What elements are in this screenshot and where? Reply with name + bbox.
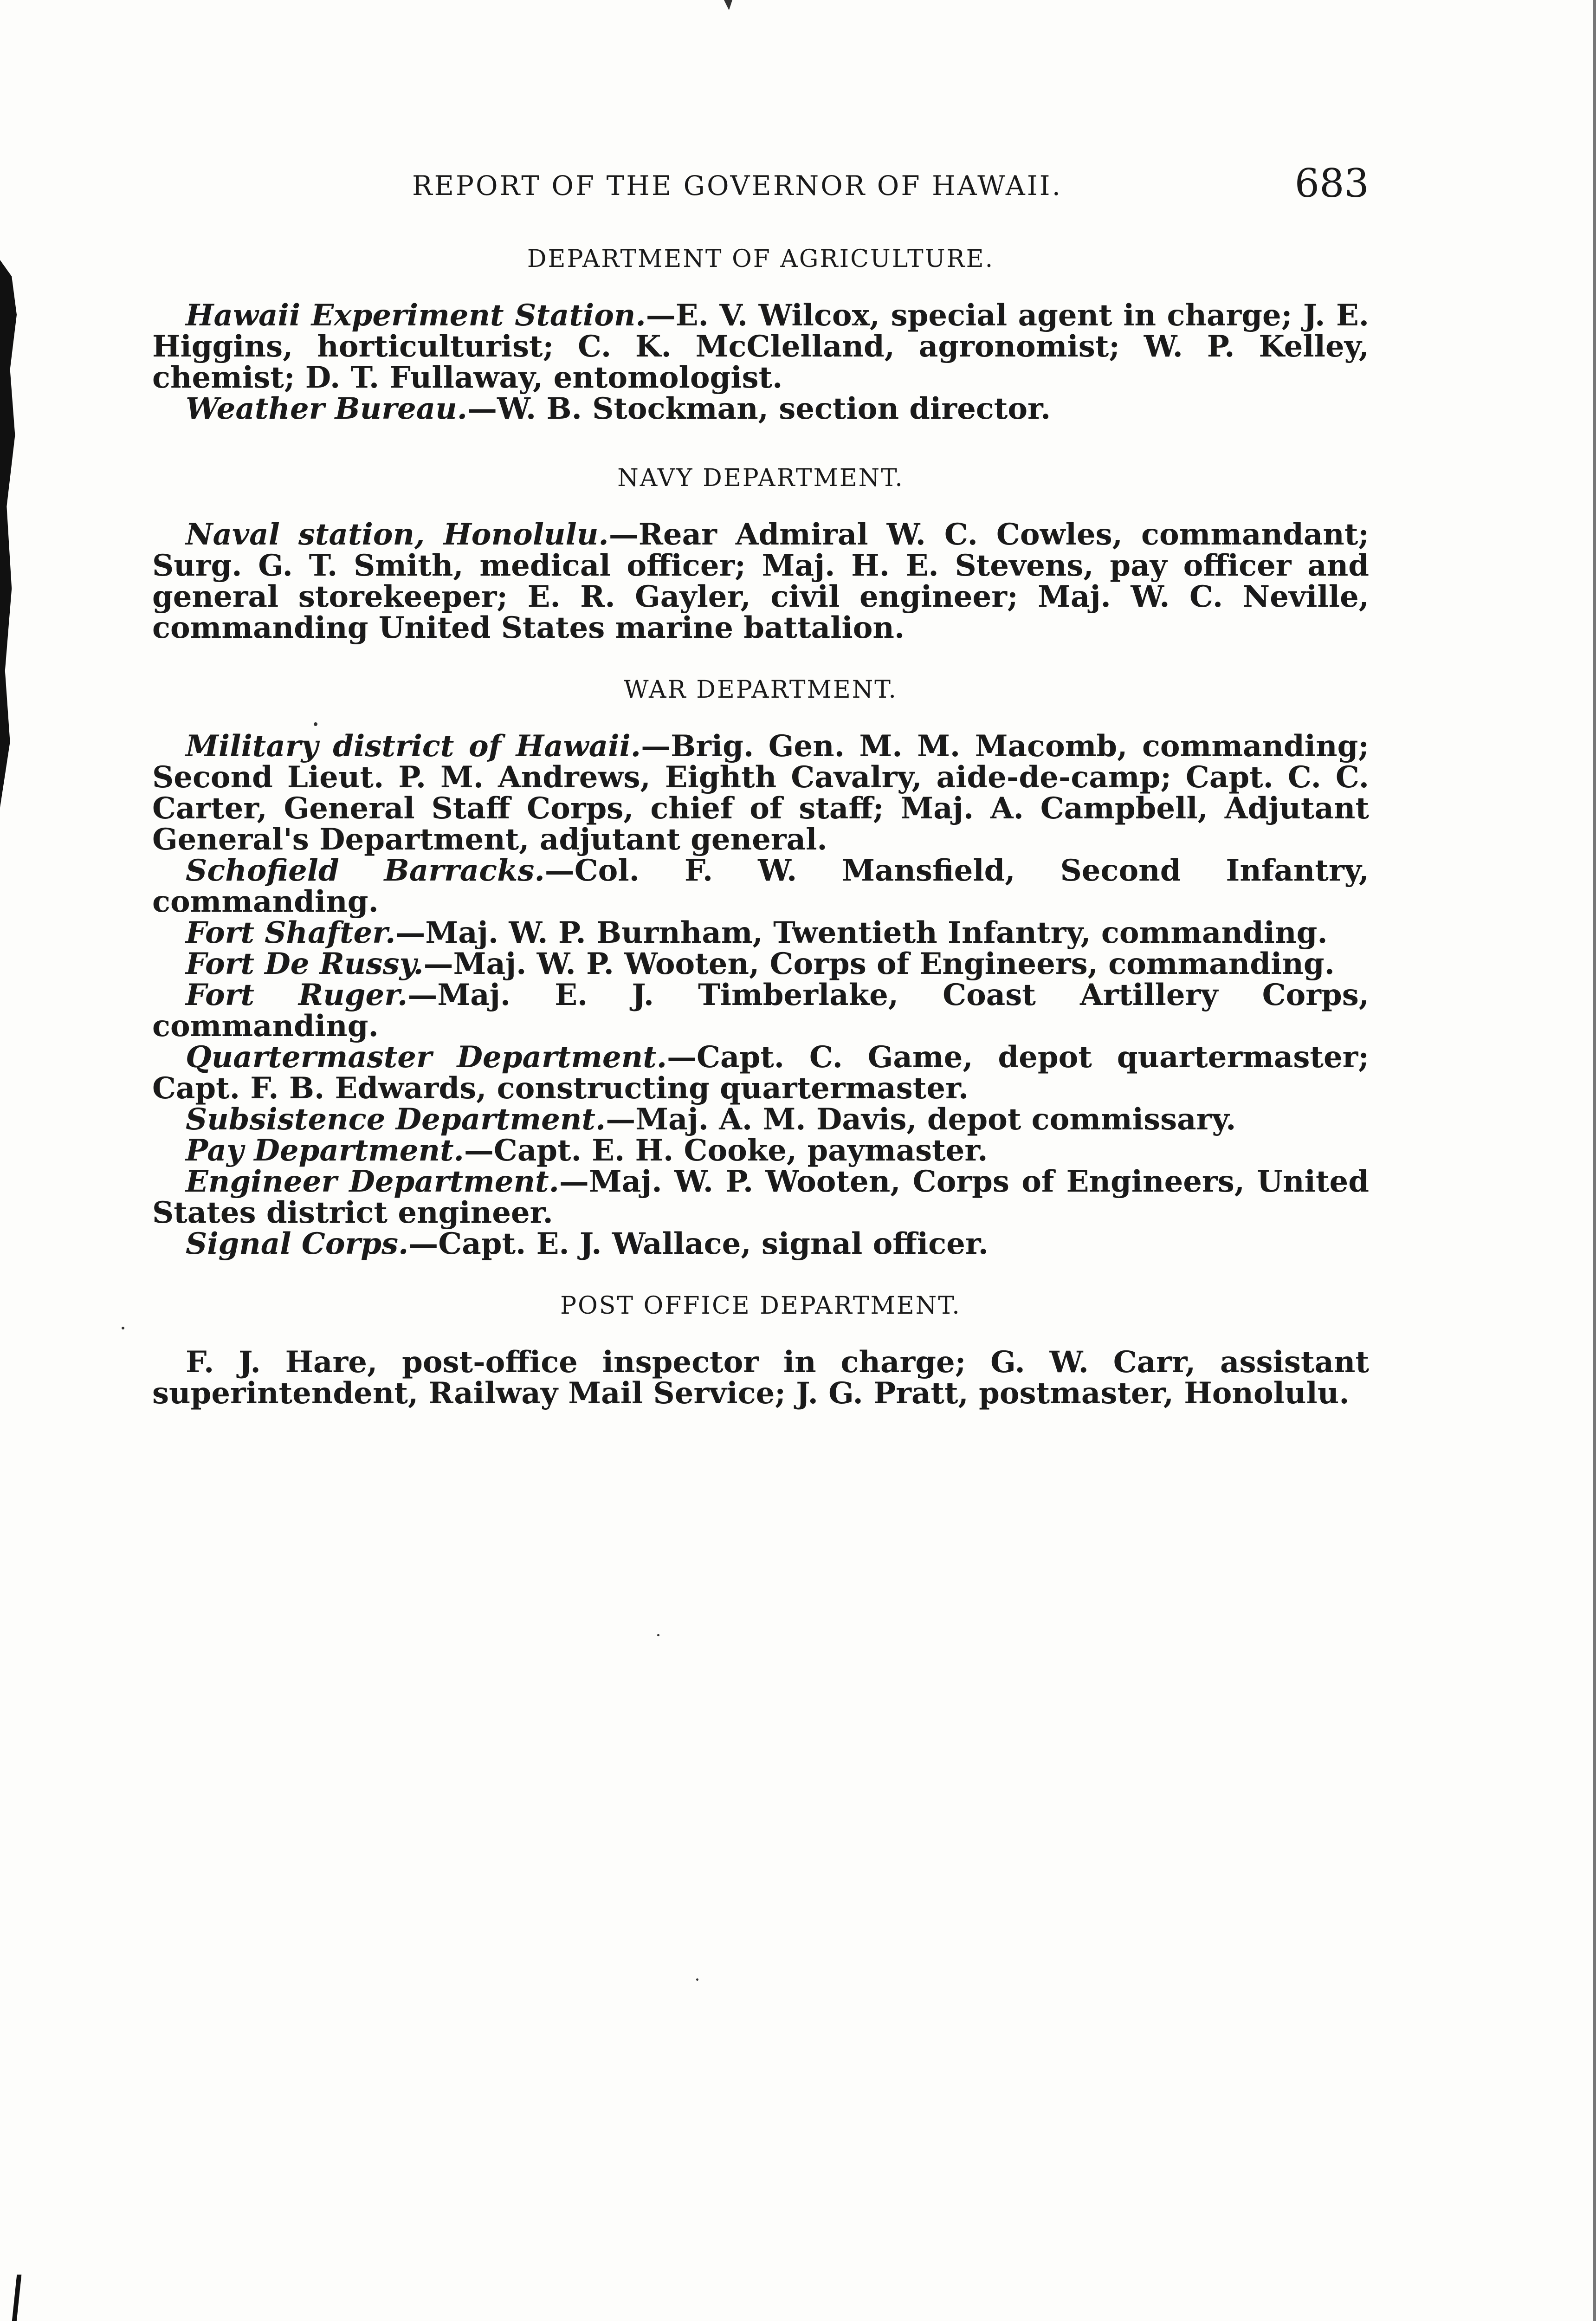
scan-speck	[696, 1978, 698, 1981]
entry-label: Hawaii Experiment Station.	[186, 298, 646, 333]
scan-edge-mark-top	[724, 0, 732, 10]
entry-fort-shafter	[152, 917, 1369, 948]
entry-label: Military district of Hawaii.	[186, 729, 641, 764]
entry-weather-bureau	[152, 393, 1369, 424]
section-heading-agriculture: DEPARTMENT OF AGRICULTURE.	[527, 245, 995, 273]
scan-edge-right	[1593, 0, 1596, 2321]
section-entries-agriculture	[152, 300, 1369, 424]
entry-label: Schofield Barracks.	[186, 853, 545, 888]
entry-text: —E. V. Wilcox, special agent in charge; J. E. Higgins, horticulturist; C. K. McClelland, agronomist; W. P. Kelley, chemist; D. T. Fullaway, entomologist.	[152, 298, 1370, 395]
entry-text: —Capt. C. Game, depot quartermaster; Capt. F. B. Edwards, constructing quartermaster.	[152, 1040, 1369, 1106]
entry-text: —Capt. E. H. Cooke, paymaster.	[464, 1133, 988, 1168]
section-entries-post-office	[152, 1347, 1369, 1409]
page-content	[152, 158, 1369, 1409]
entry-signal-corps	[152, 1228, 1369, 1259]
entry-text: —Maj. W. P. Wooten, Corps of Engineers, commanding.	[423, 947, 1335, 981]
entry-text: —Maj. A. M. Davis, depot commissary.	[606, 1102, 1236, 1137]
entry-label: Engineer Department.	[186, 1164, 559, 1199]
entry-text: —Capt. E. J. Wallace, signal officer.	[408, 1226, 989, 1261]
entry-text: —Maj. E. J. Timberlake, Coast Artillery Corps, commanding.	[152, 978, 1370, 1044]
scan-speck	[122, 1327, 124, 1329]
section-entries-navy	[152, 519, 1369, 643]
scan-edge-mark-bottom-left	[0, 2275, 45, 2321]
entry-label: Weather Bureau.	[186, 391, 467, 426]
entry-pay-department	[152, 1135, 1369, 1166]
entry-label: Fort Ruger.	[186, 978, 408, 1012]
entry-naval-station-honolulu	[152, 519, 1369, 643]
page-number: 683	[1294, 161, 1369, 206]
entry-label: Subsistence Department.	[186, 1102, 606, 1137]
running-head-title: REPORT OF THE GOVERNOR OF HAWAII.	[412, 170, 1063, 201]
section-entries-war	[152, 731, 1369, 1259]
entry-quartermaster-department	[152, 1042, 1369, 1104]
entry-text: —Maj. W. P. Burnham, Twentieth Infantry, commanding.	[395, 915, 1328, 950]
entry-text: —Rear Admiral W. C. Cowles, commandant; Surg. G. T. Smith, medical officer; Maj. H. E. Stevens, pay officer and general storekeeper; E. R. Gayler, civil engineer; Maj. W. C. Neville, commanding United States marine battalion.	[152, 517, 1370, 645]
entry-text: F. J. Hare, post-office inspector in charge; G. W. Carr, assistant superintendent, Railway Mail Service; J. G. Pratt, postmaster, Honolulu.	[152, 1345, 1369, 1411]
section-heading-war: WAR DEPARTMENT.	[624, 676, 898, 704]
entry-schofield-barracks	[152, 855, 1369, 917]
entry-label: Signal Corps.	[186, 1226, 409, 1261]
section-heading-navy: NAVY DEPARTMENT.	[617, 464, 904, 492]
entry-fort-de-russy	[152, 948, 1369, 979]
entry-label: Naval station, Honolulu.	[186, 517, 609, 552]
entry-text: —W. B. Stockman, section director.	[467, 391, 1051, 426]
entry-fort-ruger	[152, 979, 1369, 1042]
entry-text: —Maj. W. P. Wooten, Corps of Engineers, United States district engineer.	[152, 1164, 1369, 1230]
entry-post-office-officials	[152, 1347, 1369, 1409]
entry-label: Quartermaster Department.	[186, 1040, 667, 1075]
running-head	[152, 158, 1369, 209]
section-heading-post-office: POST OFFICE DEPARTMENT.	[560, 1292, 961, 1320]
entry-subsistence-department	[152, 1104, 1369, 1135]
entry-label: Pay Department.	[186, 1133, 464, 1168]
entry-label: Fort Shafter.	[186, 915, 396, 950]
entry-text: —Brig. Gen. M. M. Macomb, commanding; Second Lieut. P. M. Andrews, Eighth Cavalry, aide-de-camp; Capt. C. C. Carter, General Staff Corps, chief of staff; Maj. A. Campbell, Adjutant General's Department, adjutant general.	[152, 729, 1370, 857]
scan-edge-shadow-left	[0, 260, 17, 808]
scan-speck	[657, 1634, 659, 1636]
entry-label: Fort De Russy.	[186, 947, 424, 981]
entry-hawaii-experiment-station	[152, 300, 1369, 393]
entry-engineer-department	[152, 1166, 1369, 1228]
entry-military-district	[152, 731, 1369, 855]
entry-text: —Col. F. W. Mansfield, Second Infantry, commanding.	[152, 853, 1369, 919]
